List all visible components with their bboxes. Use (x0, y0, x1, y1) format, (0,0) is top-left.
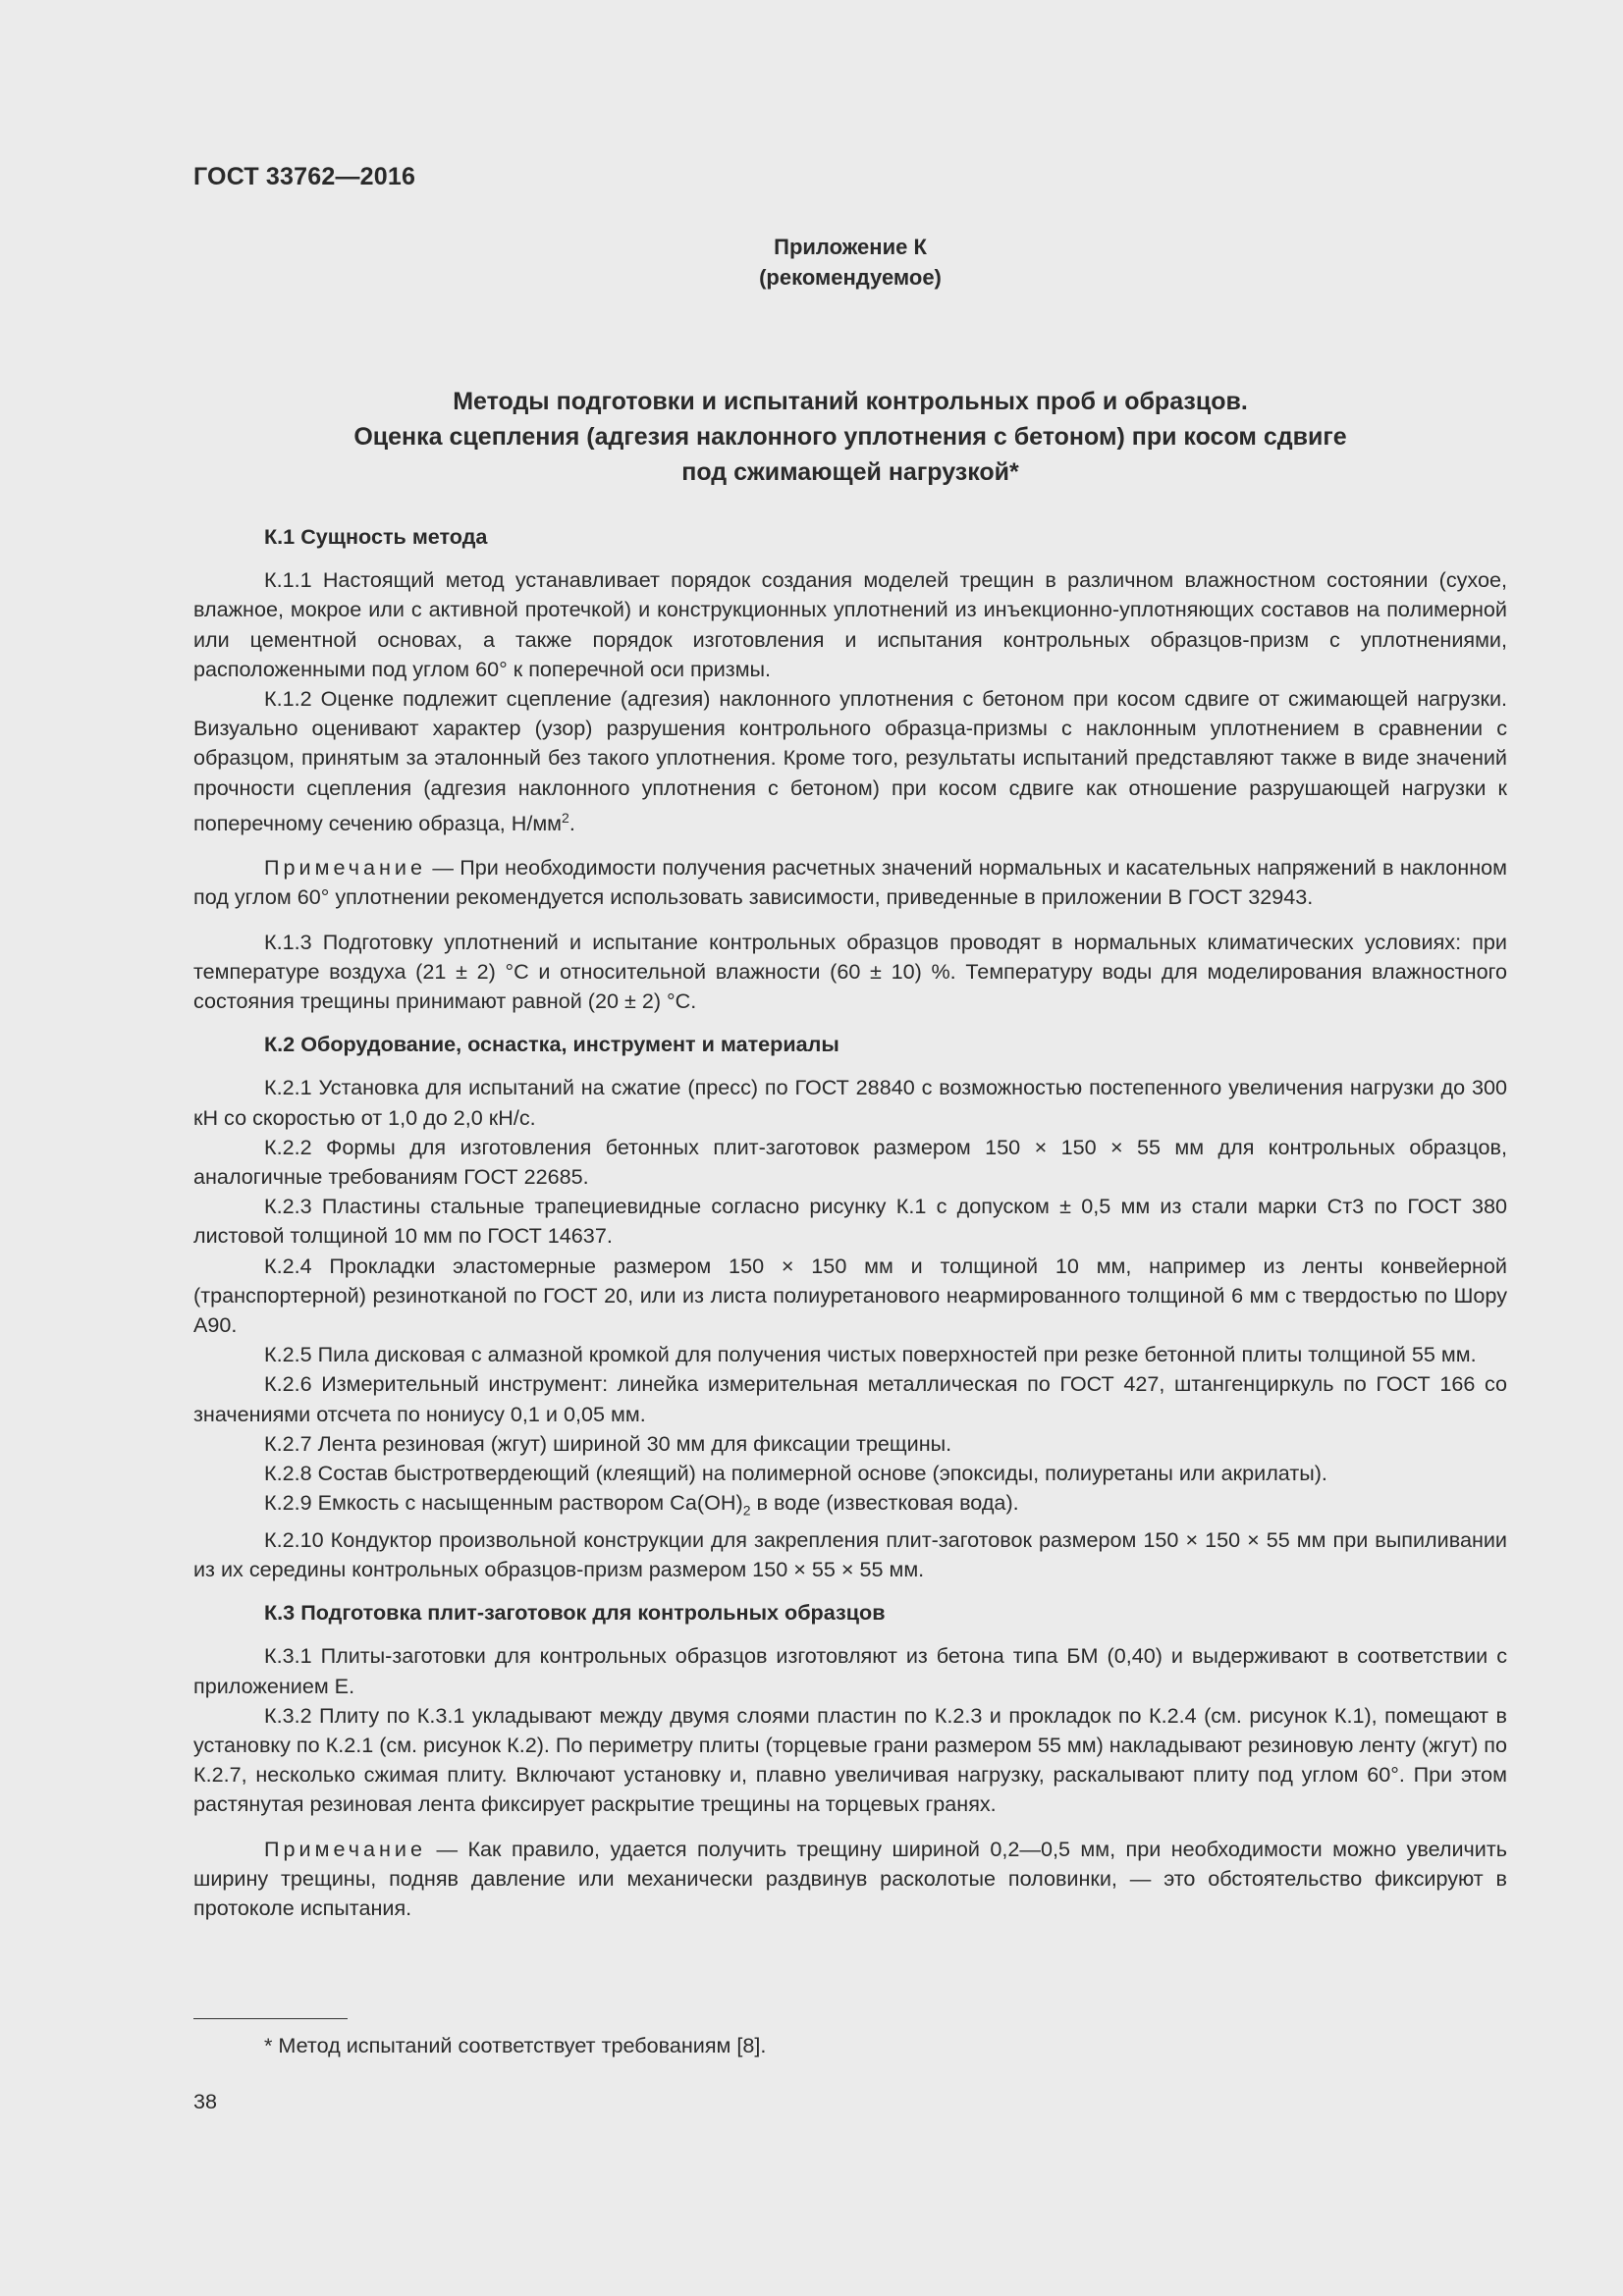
paragraph-k3-1: К.3.1 Плиты-заготовки для контрольных образцов изготовляют из бетона типа БМ (0,40) и выдерживают в соответствии с приложением Е. (193, 1643, 1507, 1698)
title-line-2: Оценка сцепления (адгезия наклонного уплотнения с бетоном) при косом сдвиге (353, 423, 1347, 451)
footnote-divider (193, 2018, 348, 2019)
paragraph-k2-1: К.2.1 Установка для испытаний на сжатие (пресс) по ГОСТ 28840 с возможностью постепенного увеличения нагрузки до 300 кН со скоростью от 1,0 до 2,0 кН/с. (193, 1075, 1507, 1130)
section-heading-k1: К.1 Сущность метода (264, 524, 488, 549)
footnote: * Метод испытаний соответствует требованиям [8]. (264, 2033, 767, 2057)
paragraph-k2-2: К.2.2 Формы для изготовления бетонных плит-заготовок размером 150 × 150 × 55 мм для контрольных образцов, аналогичные требованиям ГОСТ 22685. (193, 1134, 1507, 1190)
paragraph-k2-9: К.2.9 Емкость с насыщенным раствором $Са(ОН)_2$ в воде (известковая вода). (264, 1490, 1019, 1519)
annex-title: Приложение К (774, 235, 927, 259)
section-heading-k3: К.3 Подготовка плит-заготовок для контрольных образцов (264, 1600, 886, 1626)
note-k1: Примечание — При необходимости получения расчетных значений нормальных и касательных напряжений в наклонном под углом 60° уплотнении рекомендуется использовать зависимости, приведенные в приложении В ГОСТ 32943. (193, 855, 1507, 910)
paragraph-k2-8: К.2.8 Состав быстротвердеющий (клеящий) на полимерной основе (эпоксиды, полиуретаны или акрилаты). (264, 1461, 1327, 1486)
note-label: Примечание (264, 1836, 426, 1861)
superscript: 2 (562, 809, 569, 826)
standard-header: ГОСТ 33762—2016 (193, 163, 416, 190)
note-label: Примечание (264, 855, 426, 881)
paragraph-k2-7: К.2.7 Лента резиновая (жгут) шириной 30 мм для фиксации трещины. (264, 1430, 952, 1456)
paragraph-k3-2: К.3.2 Плиту по К.3.1 укладывают между двумя слоями пластин по К.2.3 и прокладок по К.2.4 (см. рисунок К.1), помещают в установку по К.2.1 (см. рисунок К.2). По периметру плиты (торцевые грани размером 55 мм) накладывают резиновую ленту (жгут) по К.2.7, несколько сжимая плиту. Включают установку и, плавно увеличивая нагрузку, раскалывают плиту под углом 60°. При этом растянутая резиновая лента фиксирует раскрытие трещины на торцевых гранях. (193, 1702, 1507, 1817)
section-heading-k2: К.2 Оборудование, оснастка, инструмент и материалы (264, 1032, 839, 1057)
paragraph-k2-10: К.2.10 Кондуктор произвольной конструкции для закрепления плит-заготовок размером 150 × 150 × 55 мм при выпиливании из их середины контрольных образцов-призм размером 150 × 55 × 55 мм. (193, 1526, 1507, 1581)
paragraph-k2-4: К.2.4 Прокладки эластомерные размером 150 × 150 мм и толщиной 10 мм, например из ленты конвейерной (транспортерной) резинотканой по ГОСТ 20, или из листа полиуретанового неармированного толщиной 6 мм с твердостью по Шору А90. (193, 1253, 1507, 1338)
paragraph-k2-3: К.2.3 Пластины стальные трапециевидные согласно рисунку К.1 с допуском ± 0,5 мм из стали марки Ст3 по ГОСТ 380 листовой толщиной 10 мм по ГОСТ 14637. (193, 1194, 1507, 1249)
subscript: 2 (742, 1502, 751, 1519)
document-page (193, 0, 1507, 2296)
paragraph-k2-6: К.2.6 Измерительный инструмент: линейка измерительная металлическая по ГОСТ 427, штангенциркуль по ГОСТ 166 со значениями отсчета по нониусу 0,1 и 0,05 мм. (193, 1371, 1507, 1426)
annex-status: (рекомендуемое) (759, 265, 942, 290)
paragraph-k1-3: К.1.3 Подготовку уплотнений и испытание контрольных образцов проводят в нормальных климатических условиях: при температуре воздуха (21 ± 2) °С и относительной влажности (60 ± 10) %. Температуру воды для моделирования влажностного состояния трещины принимают равной (20 ± 2) °С. (193, 929, 1507, 1014)
annex-heading (193, 232, 1507, 293)
page-number: 38 (193, 2089, 218, 2113)
title-line-1: Методы подготовки и испытаний контрольных проб и образцов. (453, 388, 1248, 415)
document-body (193, 522, 1507, 1923)
document-title (193, 384, 1507, 490)
paragraph-k1-2: К.1.2 Оценке подлежит сцепление (адгезия) наклонного уплотнения с бетоном при косом сдвиге от сжимающей нагрузки. Визуально оценивают характер (узор) разрушения контрольного образца-призмы с наклонным уплотнением в сравнении с образцом, принятым за эталонный без такого уплотнения. Кроме того, результаты испытаний представляют также в виде значений прочности сцепления (адгезия наклонного уплотнения с бетоном) при косом сдвиге как отношение разрушающей нагрузки к поперечному сечению образца, $Н/мм^2$. (193, 686, 1507, 836)
paragraph-k1-1: К.1.1 Настоящий метод устанавливает порядок создания моделей трещин в различном влажностном состоянии (сухое, влажное, мокрое или с активной протечкой) и конструкционных уплотнений из инъекционно-уплотняющих составов на полимерной или цементной основах, а также порядок изготовления и испытания контрольных образцов-призм с уплотнениями, расположенными под углом 60° к поперечной оси призмы. (193, 567, 1507, 681)
title-line-3: под сжимающей нагрузкой* (681, 458, 1019, 486)
paragraph-k2-5: К.2.5 Пила дисковая с алмазной кромкой для получения чистых поверхностей при резке бетонной плиты толщиной 55 мм. (264, 1342, 1477, 1367)
note-k3: Примечание — Как правило, удается получить трещину шириной 0,2—0,5 мм, при необходимости можно увеличить ширину трещины, подняв давление или механически раздвинув расколотые половинки, — это обстоятельство фиксируют в протоколе испытания. (193, 1836, 1507, 1921)
